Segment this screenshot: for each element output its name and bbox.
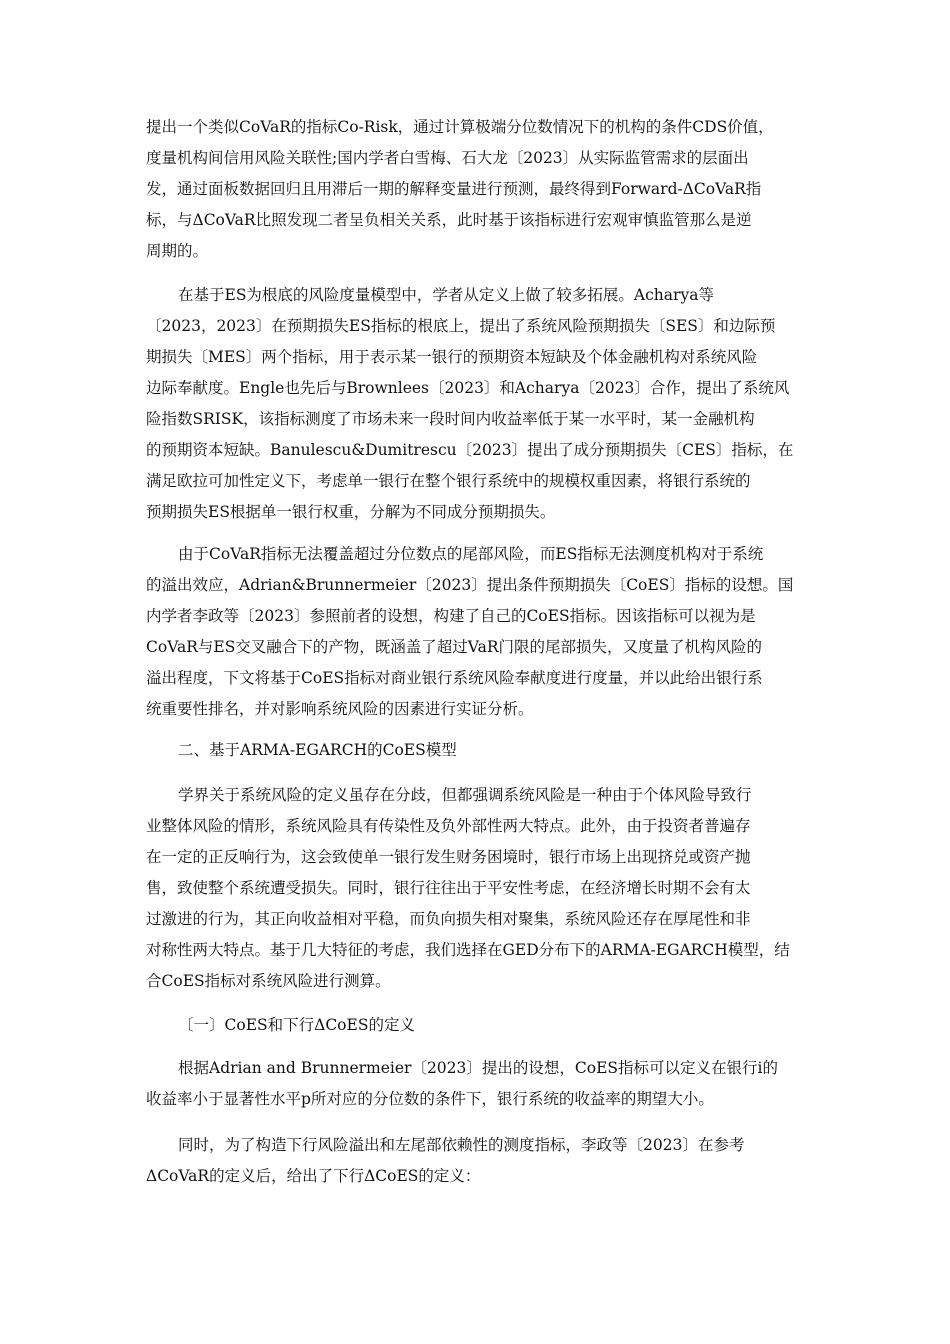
paragraph-3 <box>146 539 814 725</box>
text-line: 周期的。 <box>146 242 209 260</box>
text-line: 发，通过面板数据回归且用滞后一期的解释变量进行预测，最终得到Forward-ΔCoVaR指 <box>146 180 762 198</box>
text-line: 学界关于系统风险的定义虽存在分歧，但都强调系统风险是一种由于个体风险导致行 <box>178 786 752 804</box>
text-line: 过激进的行为，其正向收益相对平稳，而负向损失相对聚集，系统风险还存在厚尾性和非 <box>146 910 751 928</box>
text-line: ΔCoVaR的定义后，给出了下行ΔCoES的定义： <box>146 1167 481 1185</box>
text-line: 的溢出效应，Adrian&Brunnermeier〔2023〕提出条件预期损失〔CoES〕指标的设想。国 <box>146 576 794 594</box>
text-line: 标，与ΔCoVaR比照发现二者呈负相关关系，此时基于该指标进行宏观审慎监管那么是逆 <box>146 211 752 229</box>
paragraph-2 <box>146 280 814 528</box>
text-line: 边际奉献度。Engle也先后与Brownlees〔2023〕和Acharya〔2023〕合作，提出了系统风 <box>146 379 790 397</box>
text-line: 根据Adrian and Brunnermeier〔2023〕提出的设想，CoES指标可以定义在银行i的 <box>178 1059 778 1077</box>
text-line: 内学者李政等〔2023〕参照前者的设想，构建了自己的CoES指标。因该指标可以视为是 <box>146 607 756 625</box>
section-heading: 二、基于ARMA-EGARCH的CoES模型 <box>178 741 457 759</box>
text-line: 收益率小于显著性水平p所对应的分位数的条件下，银行系统的收益率的期望大小。 <box>146 1090 714 1108</box>
text-line: 同时，为了构造下行风险溢出和左尾部依赖性的测度指标，李政等〔2023〕在参考 <box>178 1136 745 1154</box>
text-line: 在一定的正反响行为，这会致使单一银行发生财务困境时，银行市场上出现挤兑或资产抛 <box>146 848 751 866</box>
text-line: 溢出程度，下文将基于CoES指标对商业银行系统风险奉献度进行度量，并以此给出银行系 <box>146 669 763 687</box>
text-line: 预期损失ES根据单一银行权重，分解为不同成分预期损失。 <box>146 503 556 521</box>
paragraph-6 <box>146 1130 814 1192</box>
subsection-heading-1 <box>146 1010 814 1041</box>
text-line: 业整体风险的情形，系统风险具有传染性及负外部性两大特点。此外，由于投资者普遍存 <box>146 817 751 835</box>
text-line: 的预期资本短缺。Banulescu&Dumitrescu〔2023〕提出了成分预期损失〔CES〕指标，在 <box>146 441 794 459</box>
text-line: 提出一个类似CoVaR的指标Co-Risk，通过计算极端分位数情况下的机构的条件CDS价值， <box>146 118 774 136</box>
text-line: 度量机构间信用风险关联性;国内学者白雪梅、石大龙〔2023〕从实际监管需求的层面出 <box>146 149 749 167</box>
text-line: 在基于ES为根底的风险度量模型中，学者从定义上做了较多拓展。Acharya等 <box>178 286 714 304</box>
paragraph-4 <box>146 780 814 997</box>
text-line: 〔2023，2023〕在预期损失ES指标的根底上，提出了系统风险预期损失〔SES〕和边际预 <box>146 317 776 335</box>
text-line: 由于CoVaR指标无法覆盖超过分位数点的尾部风险，而ES指标无法测度机构对于系统 <box>178 545 764 563</box>
paragraph-1 <box>146 112 814 267</box>
section-heading-2 <box>146 735 814 766</box>
text-line: 险指数SRISK，该指标测度了市场未来一段时间内收益率低于某一水平时，某一金融机构 <box>146 410 755 428</box>
text-line: 售，致使整个系统遭受损失。同时，银行往往出于平安性考虑，在经济增长时期不会有太 <box>146 879 751 897</box>
text-line: CoVaR与ES交叉融合下的产物，既涵盖了超过VaR门限的尾部损失，又度量了机构风险的 <box>146 638 762 656</box>
paragraph-5 <box>146 1053 814 1115</box>
text-line: 满足欧拉可加性定义下，考虑单一银行在整个银行系统中的规模权重因素，将银行系统的 <box>146 472 751 490</box>
subsection-heading: 〔一〕CoES和下行ΔCoES的定义 <box>178 1016 415 1034</box>
text-line: 统重要性排名，并对影响系统风险的因素进行实证分析。 <box>146 700 534 718</box>
text-line: 合CoES指标对系统风险进行测算。 <box>146 972 391 990</box>
text-line: 期损失〔MES〕两个指标，用于表示某一银行的预期资本短缺及个体金融机构对系统风险 <box>146 348 758 366</box>
text-line: 对称性两大特点。基于几大特征的考虑，我们选择在GED分布下的ARMA-EGARCH模型，结 <box>146 941 790 959</box>
